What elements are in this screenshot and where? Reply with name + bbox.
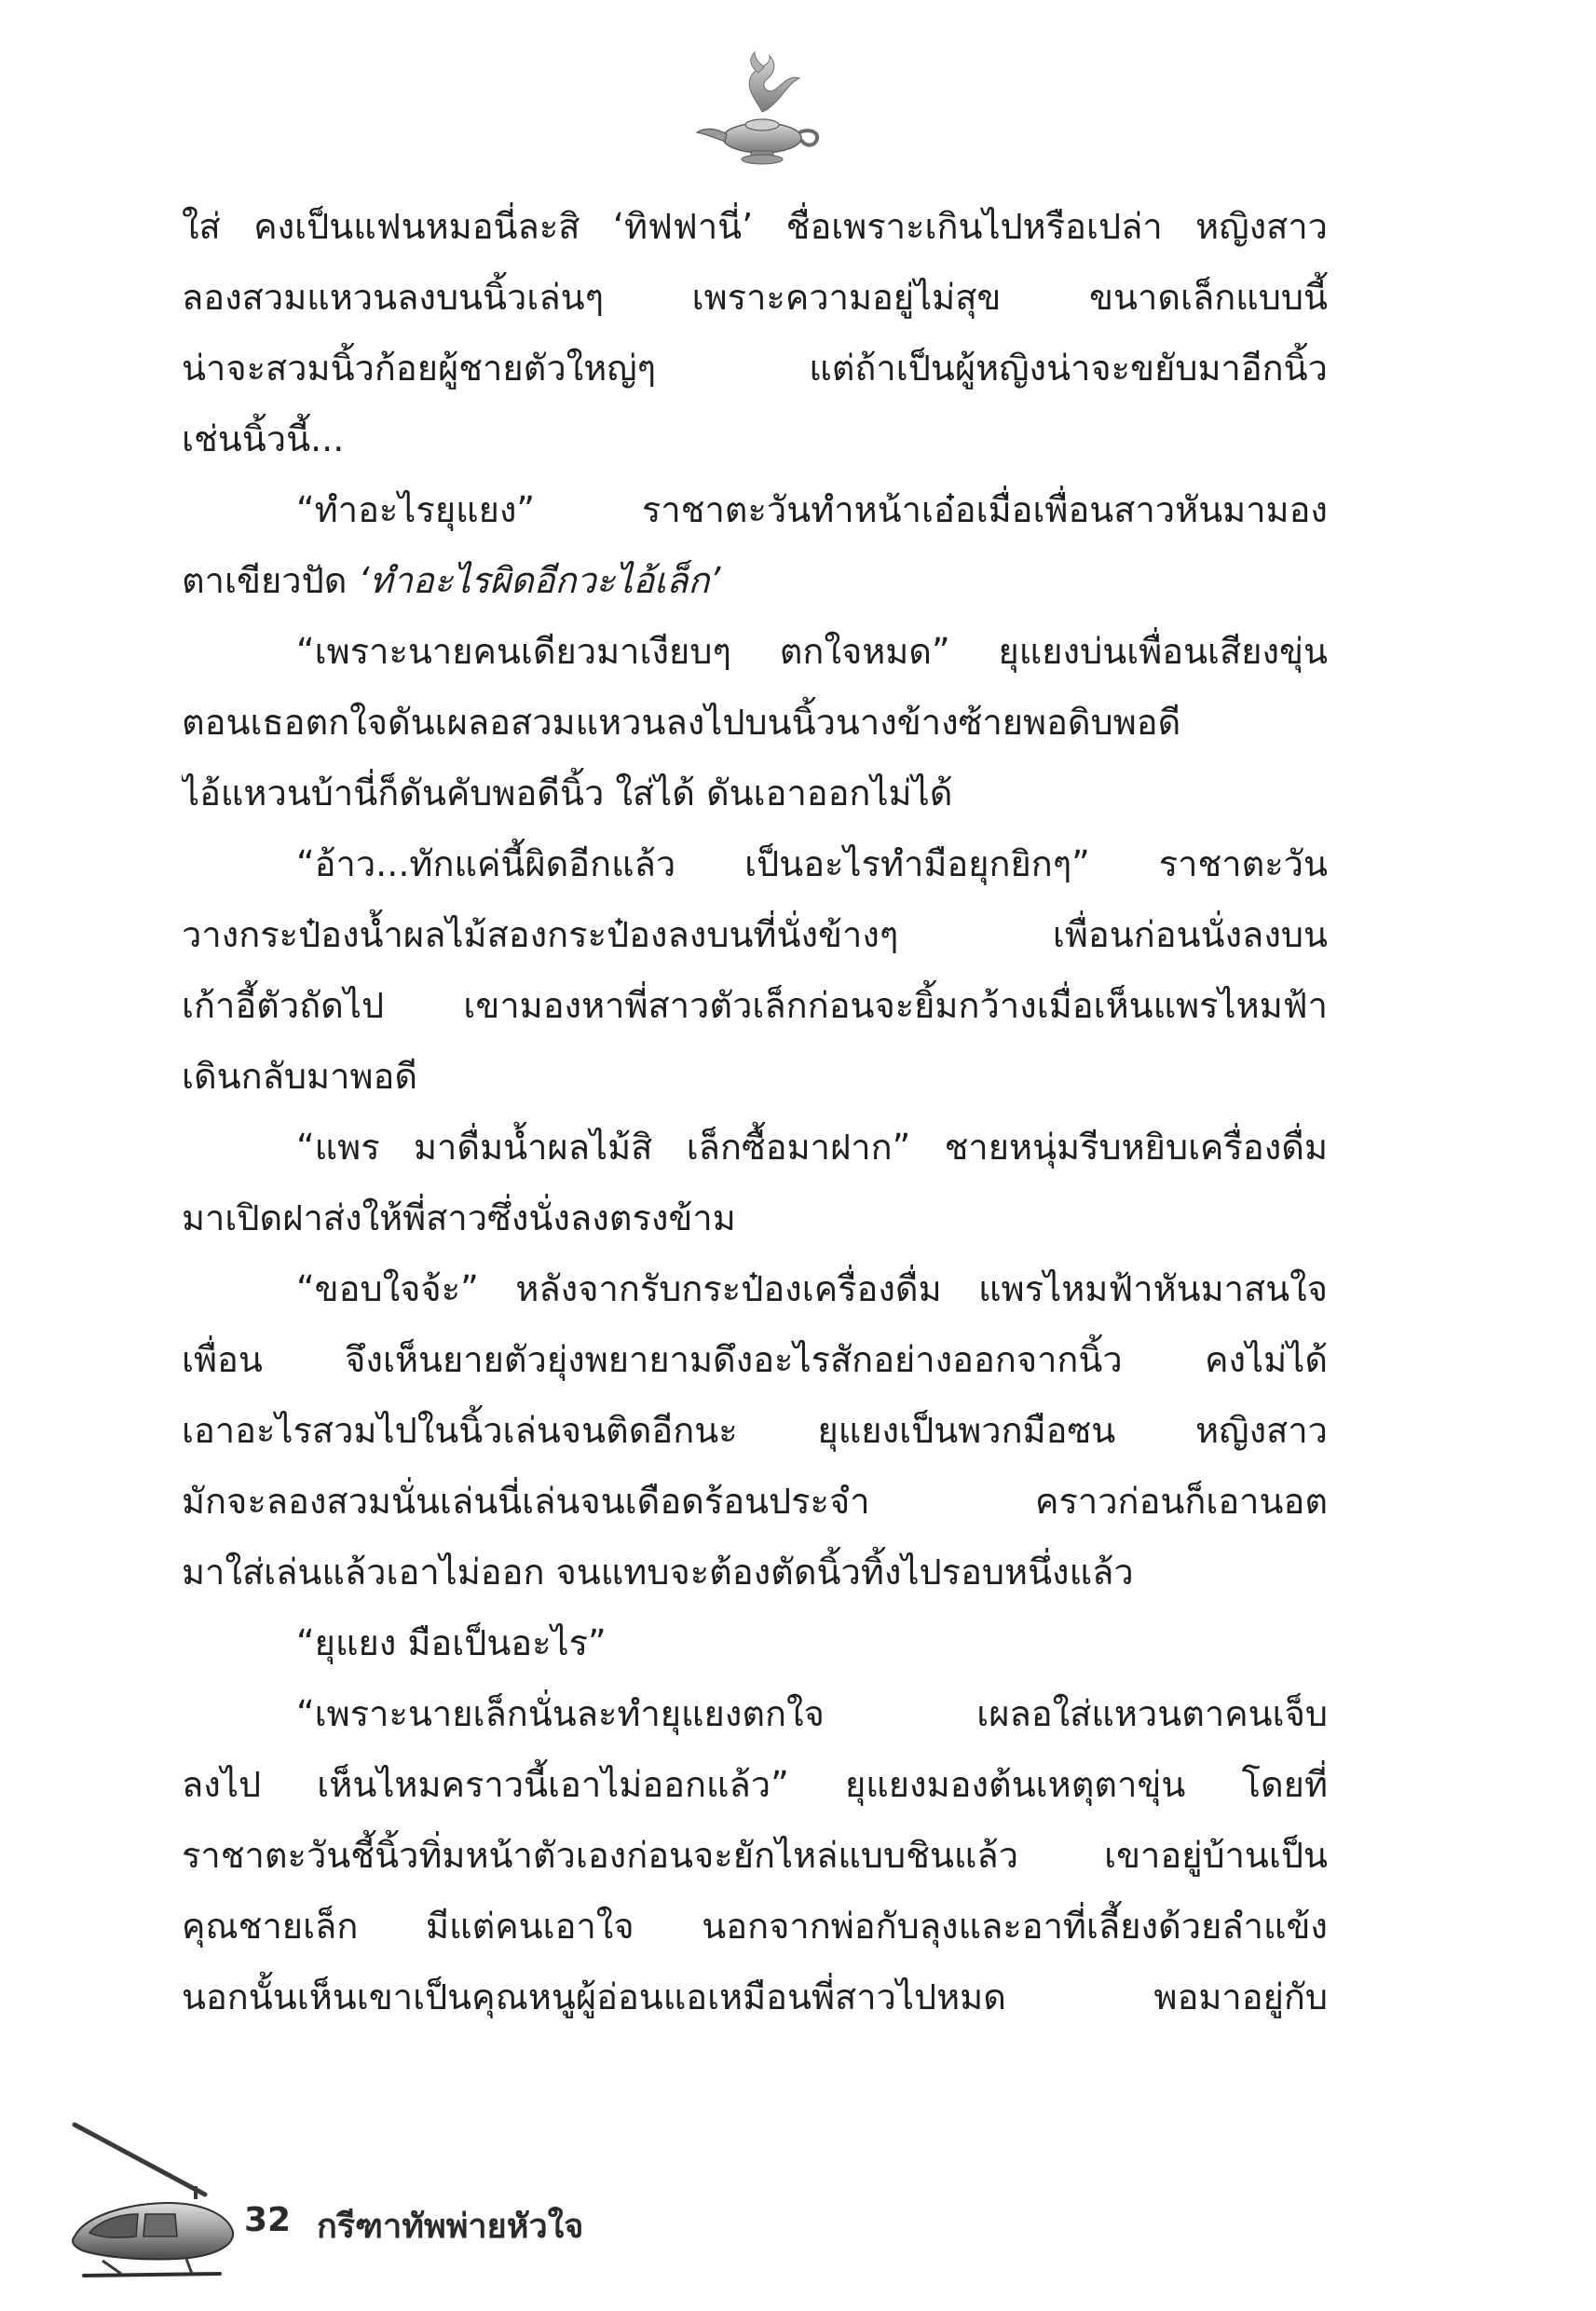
text-line: “เพราะนายเล็กนั่นละทำยุแยงตกใจ เผลอใส่แหวนตาคนเจ็บ: [296, 1693, 1328, 1734]
text-line: “อ้าว...ทักแค่นี้ผิดอีกแล้ว เป็นอะไรทำมือยุกยิกๆ” ราชาตะวัน: [296, 843, 1328, 884]
text-line: ใส่ คงเป็นแฟนหมอนี่ละสิ ‘ทิฟฟานี่’ ชื่อเพราะเกินไปหรือเปล่า หญิงสาว: [182, 206, 1328, 247]
text-line: ตอนเธอตกใจดันเผลอสวมแหวนลงไปบนนิ้วนางข้างซ้ายพอดิบพอดี: [182, 702, 1181, 743]
text-line: เพื่อน จึงเห็นยายตัวยุ่งพยายามดึงอะไรสักอย่างออกจากนิ้ว คงไม่ได้: [182, 1339, 1328, 1380]
text-line: “แพร มาดื่มน้ำผลไม้สิ เล็กซื้อมาฝาก” ชายหนุ่มรีบหยิบเครื่องดื่ม: [296, 1127, 1328, 1168]
text-line: [182, 545, 1328, 616]
magic-lamp-icon: [689, 47, 829, 168]
text-line: นอกนั้นเห็นเขาเป็นคุณหนูผู้อ่อนแอเหมือนพี่สาวไปหมด พอมาอยู่กับ: [182, 1976, 1328, 2017]
helicopter-icon: [56, 2106, 242, 2292]
text-line: ราชาตะวันชี้นิ้วทิ่มหน้าตัวเองก่อนจะยักไหล่แบบชินแล้ว เขาอยู่บ้านเป็น: [182, 1835, 1328, 1876]
text-line: “ขอบใจจ้ะ” หลังจากรับกระป๋องเครื่องดื่ม แพรไหมฟ้าหันมาสนใจ: [296, 1268, 1328, 1309]
page-number: 32: [244, 2201, 292, 2239]
text-span: ตาเขียวปัด: [182, 560, 359, 601]
text-line: มาใส่เล่นแล้วเอาไม่ออก จนแทบจะต้องตัดนิ้วทิ้งไปรอบหนึ่งแล้ว: [182, 1552, 1134, 1593]
text-line: “เพราะนายคนเดียวมาเงียบๆ ตกใจหมด” ยุแยงบ่นเพื่อนเสียงขุ่น: [296, 631, 1328, 672]
body-text: [182, 191, 1328, 2032]
text-line: วางกระป๋องน้ำผลไม้สองกระป๋องลงบนที่นั่งข้างๆ เพื่อนก่อนนั่งลงบน: [182, 914, 1328, 955]
text-line: เก้าอี้ตัวถัดไป เขามองหาพี่สาวตัวเล็กก่อนจะยิ้มกว้างเมื่อเห็นแพรไหมฟ้า: [182, 985, 1328, 1026]
text-line: ลองสวมแหวนลงบนนิ้วเล่นๆ เพราะความอยู่ไม่สุข ขนาดเล็กแบบนี้: [182, 277, 1328, 318]
text-line: มักจะลองสวมนั่นเล่นนี่เล่นจนเดือดร้อนประจำ คราวก่อนก็เอานอต: [182, 1481, 1328, 1522]
text-line: “ยุแยง มือเป็นอะไร”: [296, 1622, 607, 1663]
page-footer: [0, 2106, 839, 2292]
text-line: ไอ้แหวนบ้านี่ก็ดันคับพอดีนิ้ว ใส่ได้ ดันเอาออกไม่ได้: [182, 773, 953, 814]
book-title: กรีฑาทัพพ่ายหัวใจ: [317, 2208, 584, 2246]
text-line: “ทำอะไรยุแยง” ราชาตะวันทำหน้าเอ๋อเมื่อเพื่อนสาวหันมามอง: [296, 489, 1328, 530]
text-line: น่าจะสวมนิ้วก้อยผู้ชายตัวใหญ่ๆ แต่ถ้าเป็นผู้หญิงน่าจะขยับมาอีกนิ้ว: [182, 348, 1328, 389]
text-line: เดินกลับมาพอดี: [182, 1056, 417, 1097]
text-line: คุณชายเล็ก มีแต่คนเอาใจ นอกจากพ่อกับลุงและอาที่เลี้ยงด้วยลำแข้ง: [182, 1906, 1328, 1947]
text-line: เช่นนิ้วนี้...: [182, 418, 345, 459]
text-line: ลงไป เห็นไหมคราวนี้เอาไม่ออกแล้ว” ยุแยงมองต้นเหตุตาขุ่น โดยที่: [182, 1764, 1328, 1805]
italic-thought: ‘ทำอะไรผิดอีกวะไอ้เล็ก’: [358, 560, 721, 601]
text-line: เอาอะไรสวมไปในนิ้วเล่นจนติดอีกนะ ยุแยงเป็นพวกมือซน หญิงสาว: [182, 1410, 1328, 1451]
text-line: มาเปิดฝาส่งให้พี่สาวซึ่งนั่งลงตรงข้าม: [182, 1197, 736, 1238]
